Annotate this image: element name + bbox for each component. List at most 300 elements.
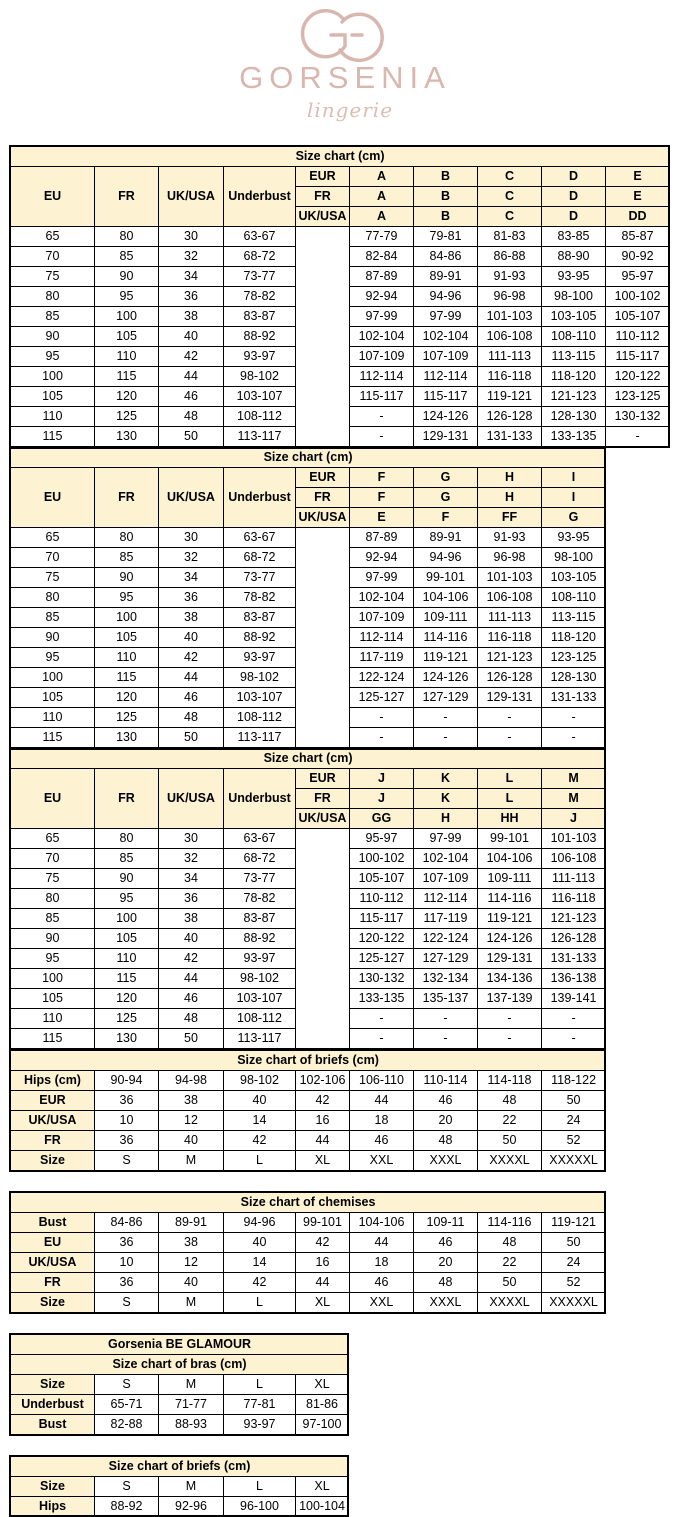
- cup-header: I: [542, 468, 606, 488]
- value-cell: 42: [296, 1233, 350, 1253]
- chart-title-row: [11, 147, 670, 167]
- size-row: [11, 1395, 349, 1415]
- cup-header: F: [414, 508, 478, 528]
- underbust-cell: 113-117: [224, 427, 296, 447]
- value-cell: 119-121: [542, 1213, 606, 1233]
- cup-header: K: [414, 769, 478, 789]
- bust-range-cell: 108-110: [542, 588, 606, 608]
- eu-size-cell: 90: [11, 929, 95, 949]
- underbust-cell: 98-102: [224, 367, 296, 387]
- size-row: [11, 1131, 606, 1151]
- value-cell: 84-86: [95, 1213, 159, 1233]
- cup-system-label: EUR: [296, 167, 350, 187]
- bust-range-cell: 111-113: [478, 608, 542, 628]
- bust-range-cell: -: [414, 728, 478, 748]
- chart-brand-title: Gorsenia BE GLAMOUR: [11, 1335, 349, 1355]
- bust-range-cell: 115-117: [350, 387, 414, 407]
- value-cell: XL: [296, 1293, 350, 1313]
- bust-range-cell: 132-134: [414, 969, 478, 989]
- underbust-cell: 108-112: [224, 708, 296, 728]
- bust-range-cell: 84-86: [414, 247, 478, 267]
- underbust-cell: 108-112: [224, 1009, 296, 1029]
- underbust-cell: 93-97: [224, 949, 296, 969]
- uk-size-cell: 44: [159, 668, 224, 688]
- uk-size-cell: 38: [159, 307, 224, 327]
- eu-size-cell: 110: [11, 407, 95, 427]
- bust-range-cell: -: [606, 427, 670, 447]
- eu-size-cell: 65: [11, 829, 95, 849]
- bust-range-cell: 105-107: [350, 869, 414, 889]
- value-cell: 114-116: [478, 1213, 542, 1233]
- value-cell: 12: [159, 1111, 224, 1131]
- bust-range-cell: 120-122: [606, 367, 670, 387]
- bust-range-cell: 89-91: [414, 267, 478, 287]
- eu-size-cell: 110: [11, 708, 95, 728]
- bust-range-cell: 106-108: [478, 327, 542, 347]
- value-cell: 40: [159, 1273, 224, 1293]
- fr-size-cell: 115: [95, 367, 159, 387]
- value-cell: S: [95, 1375, 159, 1395]
- bust-range-cell: 86-88: [478, 247, 542, 267]
- eu-size-cell: 100: [11, 668, 95, 688]
- value-cell: 18: [350, 1111, 414, 1131]
- value-cell: 42: [296, 1091, 350, 1111]
- bust-range-cell: 112-114: [414, 889, 478, 909]
- underbust-cell: 83-87: [224, 909, 296, 929]
- size-row: [11, 1071, 606, 1091]
- bust-range-cell: 113-115: [542, 608, 606, 628]
- value-cell: 16: [296, 1253, 350, 1273]
- uk-size-cell: 48: [159, 1009, 224, 1029]
- value-cell: 10: [95, 1253, 159, 1273]
- chart-title: Size chart of briefs (cm): [11, 1457, 349, 1477]
- value-cell: XXXXL: [478, 1151, 542, 1171]
- value-cell: M: [159, 1293, 224, 1313]
- value-cell: 24: [542, 1111, 606, 1131]
- column-header: Underbust: [224, 769, 296, 829]
- bust-range-cell: 121-123: [542, 387, 606, 407]
- cup-header: G: [414, 488, 478, 508]
- bust-range-cell: 116-118: [478, 628, 542, 648]
- uk-size-cell: 48: [159, 708, 224, 728]
- bust-range-cell: 136-138: [542, 969, 606, 989]
- cup-header: C: [478, 167, 542, 187]
- bust-range-cell: 114-116: [478, 889, 542, 909]
- bust-range-cell: 103-105: [542, 568, 606, 588]
- uk-size-cell: 46: [159, 387, 224, 407]
- chart-title: Size chart of chemises: [11, 1193, 606, 1213]
- value-cell: 50: [542, 1091, 606, 1111]
- value-cell: M: [159, 1151, 224, 1171]
- row-label: Hips (cm): [11, 1071, 95, 1091]
- chart-title-row: [11, 1457, 349, 1477]
- bust-range-cell: 115-117: [414, 387, 478, 407]
- fr-size-cell: 85: [95, 548, 159, 568]
- value-cell: 114-118: [478, 1071, 542, 1091]
- value-cell: XL: [296, 1477, 349, 1497]
- cup-header-row: [11, 167, 670, 187]
- value-cell: 40: [224, 1233, 296, 1253]
- blank-spacer-cell: [296, 227, 350, 447]
- bust-range-cell: 96-98: [478, 287, 542, 307]
- uk-size-cell: 38: [159, 608, 224, 628]
- column-header: FR: [95, 468, 159, 528]
- uk-size-cell: 34: [159, 869, 224, 889]
- value-cell: 36: [95, 1131, 159, 1151]
- bust-range-cell: 81-83: [478, 227, 542, 247]
- row-label: Size: [11, 1375, 95, 1395]
- bust-range-cell: 106-108: [478, 588, 542, 608]
- value-cell: 48: [478, 1233, 542, 1253]
- value-cell: 99-101: [296, 1213, 350, 1233]
- value-cell: 88-93: [159, 1415, 224, 1435]
- value-cell: S: [95, 1151, 159, 1171]
- bust-range-cell: 124-126: [414, 407, 478, 427]
- bust-range-cell: 107-109: [350, 608, 414, 628]
- fr-size-cell: 120: [95, 688, 159, 708]
- cup-header: C: [478, 207, 542, 227]
- fr-size-cell: 95: [95, 889, 159, 909]
- size-row: [11, 227, 670, 247]
- bust-range-cell: -: [350, 427, 414, 447]
- bust-range-cell: 127-129: [414, 688, 478, 708]
- cup-header: D: [542, 167, 606, 187]
- bust-range-cell: 124-126: [478, 929, 542, 949]
- fr-size-cell: 80: [95, 528, 159, 548]
- bust-range-cell: 101-103: [478, 307, 542, 327]
- bust-range-cell: 109-111: [478, 869, 542, 889]
- eu-size-cell: 95: [11, 648, 95, 668]
- value-cell: 65-71: [95, 1395, 159, 1415]
- value-cell: XXXXL: [478, 1293, 542, 1313]
- value-cell: 52: [542, 1131, 606, 1151]
- bust-range-cell: -: [350, 728, 414, 748]
- bust-range-cell: 121-123: [478, 648, 542, 668]
- bust-range-cell: -: [542, 708, 606, 728]
- fr-size-cell: 90: [95, 869, 159, 889]
- underbust-cell: 68-72: [224, 548, 296, 568]
- underbust-cell: 78-82: [224, 287, 296, 307]
- brand-subtitle: lingerie: [306, 98, 394, 122]
- eu-size-cell: 85: [11, 608, 95, 628]
- column-header: FR: [95, 167, 159, 227]
- value-cell: XXL: [350, 1151, 414, 1171]
- fr-size-cell: 115: [95, 969, 159, 989]
- uk-size-cell: 36: [159, 889, 224, 909]
- bra-size-chart-1: [10, 146, 670, 447]
- value-cell: S: [95, 1477, 159, 1497]
- bust-range-cell: 119-121: [478, 387, 542, 407]
- bust-range-cell: 127-129: [414, 949, 478, 969]
- bust-range-cell: 89-91: [414, 528, 478, 548]
- glamour-briefs-size-chart: [10, 1456, 349, 1517]
- eu-size-cell: 90: [11, 628, 95, 648]
- eu-size-cell: 100: [11, 367, 95, 387]
- fr-size-cell: 125: [95, 708, 159, 728]
- bust-range-cell: 116-118: [542, 889, 606, 909]
- underbust-cell: 103-107: [224, 688, 296, 708]
- bust-range-cell: 95-97: [350, 829, 414, 849]
- value-cell: 50: [478, 1131, 542, 1151]
- value-cell: 44: [350, 1091, 414, 1111]
- cup-header: M: [542, 769, 606, 789]
- value-cell: 118-122: [542, 1071, 606, 1091]
- value-cell: 89-91: [159, 1213, 224, 1233]
- size-row: [11, 1293, 606, 1313]
- value-cell: L: [224, 1375, 296, 1395]
- uk-size-cell: 42: [159, 347, 224, 367]
- fr-size-cell: 80: [95, 829, 159, 849]
- blank-spacer-cell: [296, 528, 350, 748]
- bust-range-cell: 102-104: [414, 327, 478, 347]
- eu-size-cell: 95: [11, 949, 95, 969]
- uk-size-cell: 50: [159, 1029, 224, 1049]
- cup-system-label: EUR: [296, 468, 350, 488]
- eu-size-cell: 75: [11, 267, 95, 287]
- fr-size-cell: 110: [95, 648, 159, 668]
- bust-range-cell: 94-96: [414, 287, 478, 307]
- cup-header: M: [542, 789, 606, 809]
- cup-header: E: [606, 187, 670, 207]
- cup-header: F: [350, 468, 414, 488]
- chart-title-row: [11, 1355, 349, 1375]
- brand-monogram-icon: [300, 8, 384, 64]
- value-cell: 77-81: [224, 1395, 296, 1415]
- row-label: Bust: [11, 1415, 95, 1435]
- value-cell: 90-94: [95, 1071, 159, 1091]
- value-cell: 110-114: [414, 1071, 478, 1091]
- bust-range-cell: -: [350, 1009, 414, 1029]
- value-cell: 82-88: [95, 1415, 159, 1435]
- value-cell: 71-77: [159, 1395, 224, 1415]
- bust-range-cell: 129-131: [478, 688, 542, 708]
- value-cell: 81-86: [296, 1395, 349, 1415]
- bust-range-cell: 123-125: [542, 648, 606, 668]
- value-cell: 36: [95, 1273, 159, 1293]
- value-cell: 44: [296, 1273, 350, 1293]
- fr-size-cell: 105: [95, 628, 159, 648]
- value-cell: 42: [224, 1273, 296, 1293]
- bust-range-cell: 82-84: [350, 247, 414, 267]
- value-cell: 22: [478, 1111, 542, 1131]
- bust-range-cell: 110-112: [606, 327, 670, 347]
- row-label: Size: [11, 1293, 95, 1313]
- bust-range-cell: 99-101: [478, 829, 542, 849]
- bust-range-cell: 93-95: [542, 267, 606, 287]
- bust-range-cell: 91-93: [478, 267, 542, 287]
- value-cell: 100-104: [296, 1497, 349, 1517]
- value-cell: 24: [542, 1253, 606, 1273]
- column-header: UK/USA: [159, 769, 224, 829]
- value-cell: 38: [159, 1091, 224, 1111]
- underbust-cell: 98-102: [224, 969, 296, 989]
- eu-size-cell: 115: [11, 1029, 95, 1049]
- bust-range-cell: -: [414, 708, 478, 728]
- chart-title: Size chart (cm): [11, 448, 606, 468]
- uk-size-cell: 48: [159, 407, 224, 427]
- chart-title: Size chart of bras (cm): [11, 1355, 349, 1375]
- bust-range-cell: 93-95: [542, 528, 606, 548]
- underbust-cell: 73-77: [224, 869, 296, 889]
- eu-size-cell: 70: [11, 849, 95, 869]
- blank-spacer-cell: [296, 829, 350, 1049]
- bust-range-cell: 115-117: [350, 909, 414, 929]
- value-cell: 88-92: [95, 1497, 159, 1517]
- bust-range-cell: 126-128: [478, 668, 542, 688]
- fr-size-cell: 100: [95, 608, 159, 628]
- value-cell: L: [224, 1477, 296, 1497]
- bust-range-cell: 131-133: [542, 949, 606, 969]
- cup-system-label: FR: [296, 488, 350, 508]
- brand-header: [0, 0, 678, 140]
- briefs-size-chart: [10, 1050, 606, 1171]
- bust-range-cell: 131-133: [478, 427, 542, 447]
- fr-size-cell: 130: [95, 728, 159, 748]
- cup-header: HH: [478, 809, 542, 829]
- eu-size-cell: 75: [11, 869, 95, 889]
- row-label: Size: [11, 1477, 95, 1497]
- bust-range-cell: 98-100: [542, 287, 606, 307]
- underbust-cell: 88-92: [224, 929, 296, 949]
- eu-size-cell: 100: [11, 969, 95, 989]
- fr-size-cell: 95: [95, 588, 159, 608]
- eu-size-cell: 80: [11, 588, 95, 608]
- value-cell: XXL: [350, 1293, 414, 1313]
- column-header: EU: [11, 468, 95, 528]
- bra-size-chart-3: [10, 748, 606, 1049]
- cup-header: J: [542, 809, 606, 829]
- bust-range-cell: 115-117: [606, 347, 670, 367]
- bust-range-cell: 114-116: [414, 628, 478, 648]
- bust-range-cell: 137-139: [478, 989, 542, 1009]
- bust-range-cell: 107-109: [414, 869, 478, 889]
- cup-header: J: [350, 769, 414, 789]
- uk-size-cell: 40: [159, 929, 224, 949]
- bust-range-cell: 106-108: [542, 849, 606, 869]
- bust-range-cell: 124-126: [414, 668, 478, 688]
- chart-brand-row: [11, 1335, 349, 1355]
- value-cell: XXXXXL: [542, 1293, 606, 1313]
- underbust-cell: 93-97: [224, 648, 296, 668]
- eu-size-cell: 70: [11, 247, 95, 267]
- chart-title-row: [11, 1193, 606, 1213]
- value-cell: 20: [414, 1111, 478, 1131]
- eu-size-cell: 105: [11, 989, 95, 1009]
- value-cell: 52: [542, 1273, 606, 1293]
- bust-range-cell: -: [478, 1009, 542, 1029]
- bust-range-cell: 102-104: [350, 327, 414, 347]
- value-cell: 14: [224, 1111, 296, 1131]
- cup-system-label: FR: [296, 187, 350, 207]
- cup-system-label: UK/USA: [296, 809, 350, 829]
- row-label: Underbust: [11, 1395, 95, 1415]
- bra-size-chart-2: [10, 447, 606, 748]
- cup-header: I: [542, 488, 606, 508]
- fr-size-cell: 115: [95, 668, 159, 688]
- value-cell: 96-100: [224, 1497, 296, 1517]
- bust-range-cell: 120-122: [350, 929, 414, 949]
- cup-header: E: [350, 508, 414, 528]
- eu-size-cell: 70: [11, 548, 95, 568]
- eu-size-cell: 115: [11, 427, 95, 447]
- uk-size-cell: 42: [159, 648, 224, 668]
- row-label: Hips: [11, 1497, 95, 1517]
- uk-size-cell: 34: [159, 267, 224, 287]
- fr-size-cell: 125: [95, 407, 159, 427]
- value-cell: 46: [414, 1233, 478, 1253]
- bust-range-cell: -: [478, 728, 542, 748]
- bust-range-cell: -: [350, 407, 414, 427]
- cup-header: A: [350, 167, 414, 187]
- bust-range-cell: 85-87: [606, 227, 670, 247]
- value-cell: 38: [159, 1233, 224, 1253]
- chart-title: Size chart (cm): [11, 147, 670, 167]
- size-row: [11, 1375, 349, 1395]
- underbust-cell: 113-117: [224, 1029, 296, 1049]
- bust-range-cell: 118-120: [542, 367, 606, 387]
- uk-size-cell: 44: [159, 969, 224, 989]
- cup-header: A: [350, 207, 414, 227]
- glamour-bras-size-chart: [10, 1334, 349, 1435]
- cup-header: H: [414, 809, 478, 829]
- bust-range-cell: 88-90: [542, 247, 606, 267]
- cup-header: L: [478, 769, 542, 789]
- bust-range-cell: 121-123: [542, 909, 606, 929]
- cup-system-label: EUR: [296, 769, 350, 789]
- value-cell: 44: [350, 1233, 414, 1253]
- value-cell: 42: [224, 1131, 296, 1151]
- cup-header: A: [350, 187, 414, 207]
- fr-size-cell: 85: [95, 247, 159, 267]
- fr-size-cell: 90: [95, 267, 159, 287]
- value-cell: 94-98: [159, 1071, 224, 1091]
- underbust-cell: 83-87: [224, 608, 296, 628]
- fr-size-cell: 85: [95, 849, 159, 869]
- value-cell: 14: [224, 1253, 296, 1273]
- cup-system-label: UK/USA: [296, 207, 350, 227]
- value-cell: M: [159, 1477, 224, 1497]
- chart-title: Size chart of briefs (cm): [11, 1051, 606, 1071]
- bust-range-cell: -: [414, 1029, 478, 1049]
- value-cell: L: [224, 1293, 296, 1313]
- uk-size-cell: 32: [159, 548, 224, 568]
- eu-size-cell: 90: [11, 327, 95, 347]
- cup-system-label: UK/USA: [296, 508, 350, 528]
- value-cell: 102-106: [296, 1071, 350, 1091]
- uk-size-cell: 30: [159, 829, 224, 849]
- underbust-cell: 63-67: [224, 528, 296, 548]
- underbust-cell: 63-67: [224, 829, 296, 849]
- uk-size-cell: 36: [159, 588, 224, 608]
- cup-header: D: [542, 207, 606, 227]
- fr-size-cell: 80: [95, 227, 159, 247]
- value-cell: 94-96: [224, 1213, 296, 1233]
- cup-header: G: [542, 508, 606, 528]
- bust-range-cell: 100-102: [350, 849, 414, 869]
- fr-size-cell: 95: [95, 287, 159, 307]
- column-header: FR: [95, 769, 159, 829]
- row-label: Size: [11, 1151, 95, 1171]
- underbust-cell: 63-67: [224, 227, 296, 247]
- uk-size-cell: 50: [159, 728, 224, 748]
- bust-range-cell: 95-97: [606, 267, 670, 287]
- bust-range-cell: 130-132: [350, 969, 414, 989]
- bust-range-cell: 97-99: [350, 307, 414, 327]
- uk-size-cell: 46: [159, 688, 224, 708]
- bust-range-cell: 125-127: [350, 688, 414, 708]
- value-cell: 50: [542, 1233, 606, 1253]
- value-cell: 46: [414, 1091, 478, 1111]
